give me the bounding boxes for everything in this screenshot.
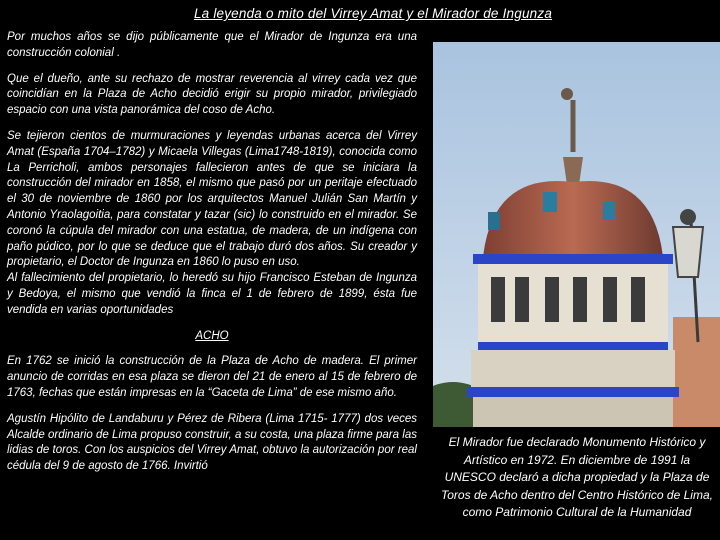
text-column [7,30,417,485]
paragraph-inheritance: Al fallecimiento del propietario, lo heredó su hijo Francisco Esteban de Ingunza y Bedoya, el mismo que vendió la finca el 1 de febrero de 1899, ésta fue vendida en varias oportunidades [7,272,417,316]
section-heading-acho: ACHO [195,329,229,342]
page-title: La leyenda o mito del Virrey Amat y el Mirador de Ingunza [193,6,553,21]
paragraph-acho-1762: En 1762 se inició la construcción de la Plaza de Acho de madera. El primer anuncio de corridas en esa plaza se dieron del 21 de enero al 15 de febrero de 1763, fechas que están impresas en la “Gaceta de Lima” de ese mismo año. [7,355,417,399]
paragraph-owner: Que el dueño, ante su rechazo de mostrar reverencia al virrey cada vez que coincidían en la Plaza de Acho decidió erigir su propio mirador, privilegiado espacio con una vista panorámica del coso de Acho. [7,72,417,117]
paragraph-legends: Se tejieron cientos de murmuraciones y leyendas urbanas acerca del Virrey Amat (España 1704–1782) y Micaela Villegas (Lima1748-1819), conocida como La Perricholi, ambos personajes fallecieron antes de que se iniciara la construcción del mirador en 1858, el mismo que pasó por un peritaje efectuado el 30 de noviembre de 1860 por los arquitectos Manuel Julián San Martín y Antonio Yraolagoitia, para constatar y tazar (sic) lo construido en el mirador. Se coronó la cúpula del mirador con una estatua, de madera, de un indígena con paño púdico, por lo que se deduce que el trabajo duró dos años. Su creador y propietario, el Doctor de Ingunza en 1860 lo puso en uso. [7,129,417,269]
paragraph-intro: Por muchos años se dijo públicamente que el Mirador de Ingunza era una construcción colonial . [7,31,417,59]
mirador-photo [433,42,720,427]
paragraph-landaburu: Agustín Hipólito de Landaburu y Pérez de Ribera (Lima 1715- 1777) dos veces Alcalde ordinario de Lima propuso construir, a su costa, una plaza firme para las lidias de toros. Con los auspicios del Virrey Amat, obtuvo la autorización por real cédula del 9 de agosto de 1766. Invirtió [7,412,417,473]
photo-caption: El Mirador fue declarado Monumento Histórico y Artístico en 1972. En diciembre de 1991 la UNESCO declaró a dicha propiedad y la Plaza de Toros de Acho dentro del Centro Histórico de Lima, como Patrimonio Cultural de la Humanidad [441,435,713,519]
